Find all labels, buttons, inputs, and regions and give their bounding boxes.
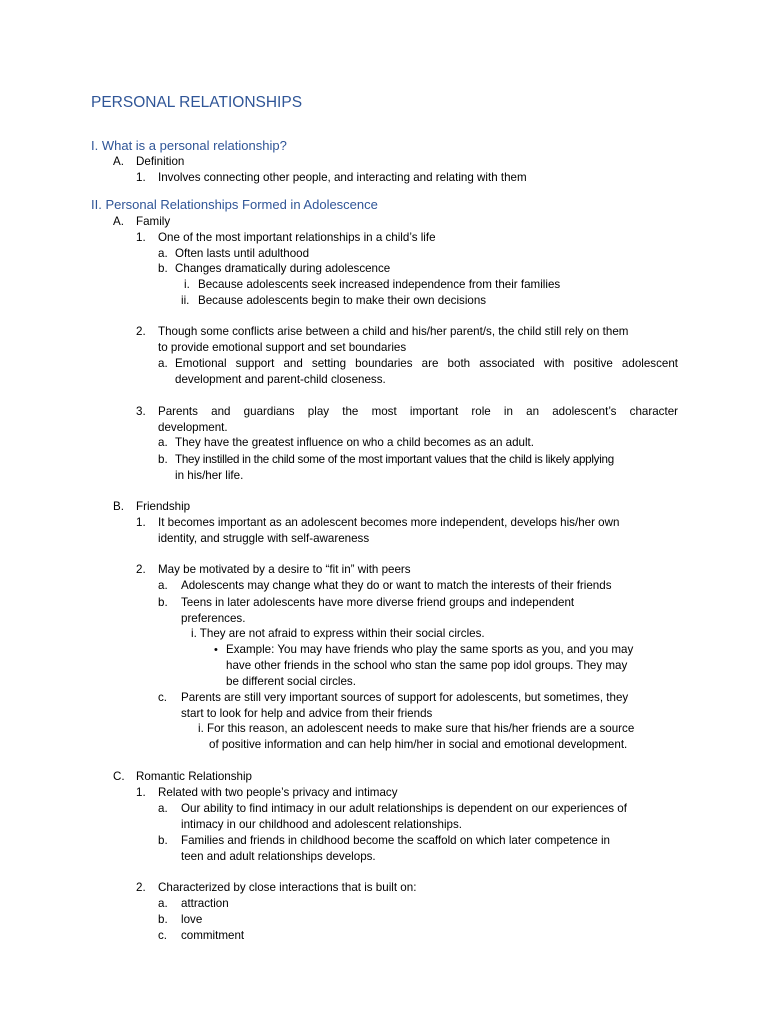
subsection-heading: Friendship	[136, 500, 191, 513]
list-item-continued: of positive information and can help him/her in social and emotional development.	[209, 738, 628, 751]
list-marker: c.	[158, 929, 168, 942]
bullet-marker: •	[214, 644, 218, 656]
list-marker: C.	[113, 770, 125, 783]
list-item: It becomes important as an adolescent becomes more independent, develops his/her own	[158, 516, 620, 529]
list-item: Emotional support and setting boundaries are both associated with positive adolescent	[175, 357, 678, 370]
list-marker: a.	[158, 802, 168, 815]
subsection-heading: Romantic Relationship	[136, 770, 252, 783]
list-item: Because adolescents seek increased independence from their families	[198, 278, 561, 291]
list-marker: 1.	[136, 516, 146, 529]
list-marker: 1.	[136, 171, 146, 184]
list-item: They instilled in the child some of the most important values that the child is likely applying	[175, 453, 614, 466]
list-marker: 1.	[136, 231, 146, 244]
list-item: i. For this reason, an adolescent needs to make sure that his/her friends are a source	[198, 722, 635, 735]
list-item: Families and friends in childhood become the scaffold on which later competence in	[181, 834, 610, 847]
list-item-continued: preferences.	[181, 612, 246, 625]
list-item-continued: development and parent-child closeness.	[175, 373, 386, 386]
list-item-continued: be different social circles.	[226, 675, 356, 688]
list-marker: 2.	[136, 881, 146, 894]
list-marker: a.	[158, 247, 168, 260]
list-marker: b.	[158, 453, 168, 466]
list-marker: b.	[158, 834, 168, 847]
list-item: They have the greatest influence on who a child becomes as an adult.	[175, 436, 534, 449]
list-item-continued: to provide emotional support and set boundaries	[158, 341, 407, 354]
list-item: Teens in later adolescents have more diverse friend groups and independent	[181, 596, 575, 609]
list-item-continued: development.	[158, 421, 228, 434]
list-marker: 2.	[136, 325, 146, 338]
list-marker: a.	[158, 897, 168, 910]
list-item: May be motivated by a desire to “fit in” with peers	[158, 563, 411, 576]
list-marker: 1.	[136, 786, 146, 799]
list-marker: a.	[158, 579, 168, 592]
list-marker: a.	[158, 436, 168, 449]
list-item-continued: start to look for help and advice from their friends	[181, 707, 433, 720]
list-item: One of the most important relationships in a child’s life	[158, 231, 436, 244]
list-marker: i.	[184, 278, 190, 291]
list-item-continued: identity, and struggle with self-awareness	[158, 532, 370, 545]
list-marker: b.	[158, 596, 168, 609]
list-marker: A.	[113, 155, 124, 168]
list-item-continued: have other friends in the school who stan the same pop idol groups. They may	[226, 659, 628, 672]
list-item: attraction	[181, 897, 229, 910]
list-marker: 2.	[136, 563, 146, 576]
list-marker: B.	[113, 500, 124, 513]
list-item: commitment	[181, 929, 245, 942]
list-marker: c.	[158, 691, 168, 704]
list-item: Parents and guardians play the most important role in an adolescent’s character	[158, 405, 678, 418]
list-item: Changes dramatically during adolescence	[175, 262, 391, 275]
list-item-continued: in his/her life.	[175, 469, 244, 482]
page-title: PERSONAL RELATIONSHIPS	[91, 94, 303, 111]
list-marker: 3.	[136, 405, 146, 418]
list-item: Definition	[136, 155, 185, 168]
list-item: Involves connecting other people, and interacting and relating with them	[158, 171, 527, 184]
list-item: Though some conflicts arise between a child and his/her parent/s, the child still rely on them	[158, 325, 629, 338]
list-item: Adolescents may change what they do or want to match the interests of their friends	[181, 579, 612, 592]
list-item: Our ability to find intimacy in our adult relationships is dependent on our experiences of	[181, 802, 627, 815]
section-heading-2: II. Personal Relationships Formed in Adolescence	[91, 197, 378, 212]
list-marker: ii.	[181, 294, 190, 307]
list-item: Characterized by close interactions that is built on:	[158, 881, 417, 894]
list-item: i. They are not afraid to express within their social circles.	[191, 627, 485, 640]
list-marker: a.	[158, 357, 168, 370]
list-item: Because adolescents begin to make their own decisions	[198, 294, 487, 307]
list-item: Related with two people’s privacy and intimacy	[158, 786, 398, 799]
list-item: love	[181, 913, 203, 926]
list-item: Example: You may have friends who play the same sports as you, and you may	[226, 643, 634, 656]
list-item: Parents are still very important sources of support for adolescents, but sometimes, they	[181, 691, 629, 704]
list-item-continued: teen and adult relationships develops.	[181, 850, 376, 863]
list-marker: b.	[158, 913, 168, 926]
subsection-heading: Family	[136, 215, 171, 228]
list-item: Often lasts until adulthood	[175, 247, 310, 260]
list-marker: A.	[113, 215, 124, 228]
list-marker: b.	[158, 262, 168, 275]
list-item-continued: intimacy in our childhood and adolescent relationships.	[181, 818, 462, 831]
section-heading-1: I. What is a personal relationship?	[91, 138, 287, 153]
